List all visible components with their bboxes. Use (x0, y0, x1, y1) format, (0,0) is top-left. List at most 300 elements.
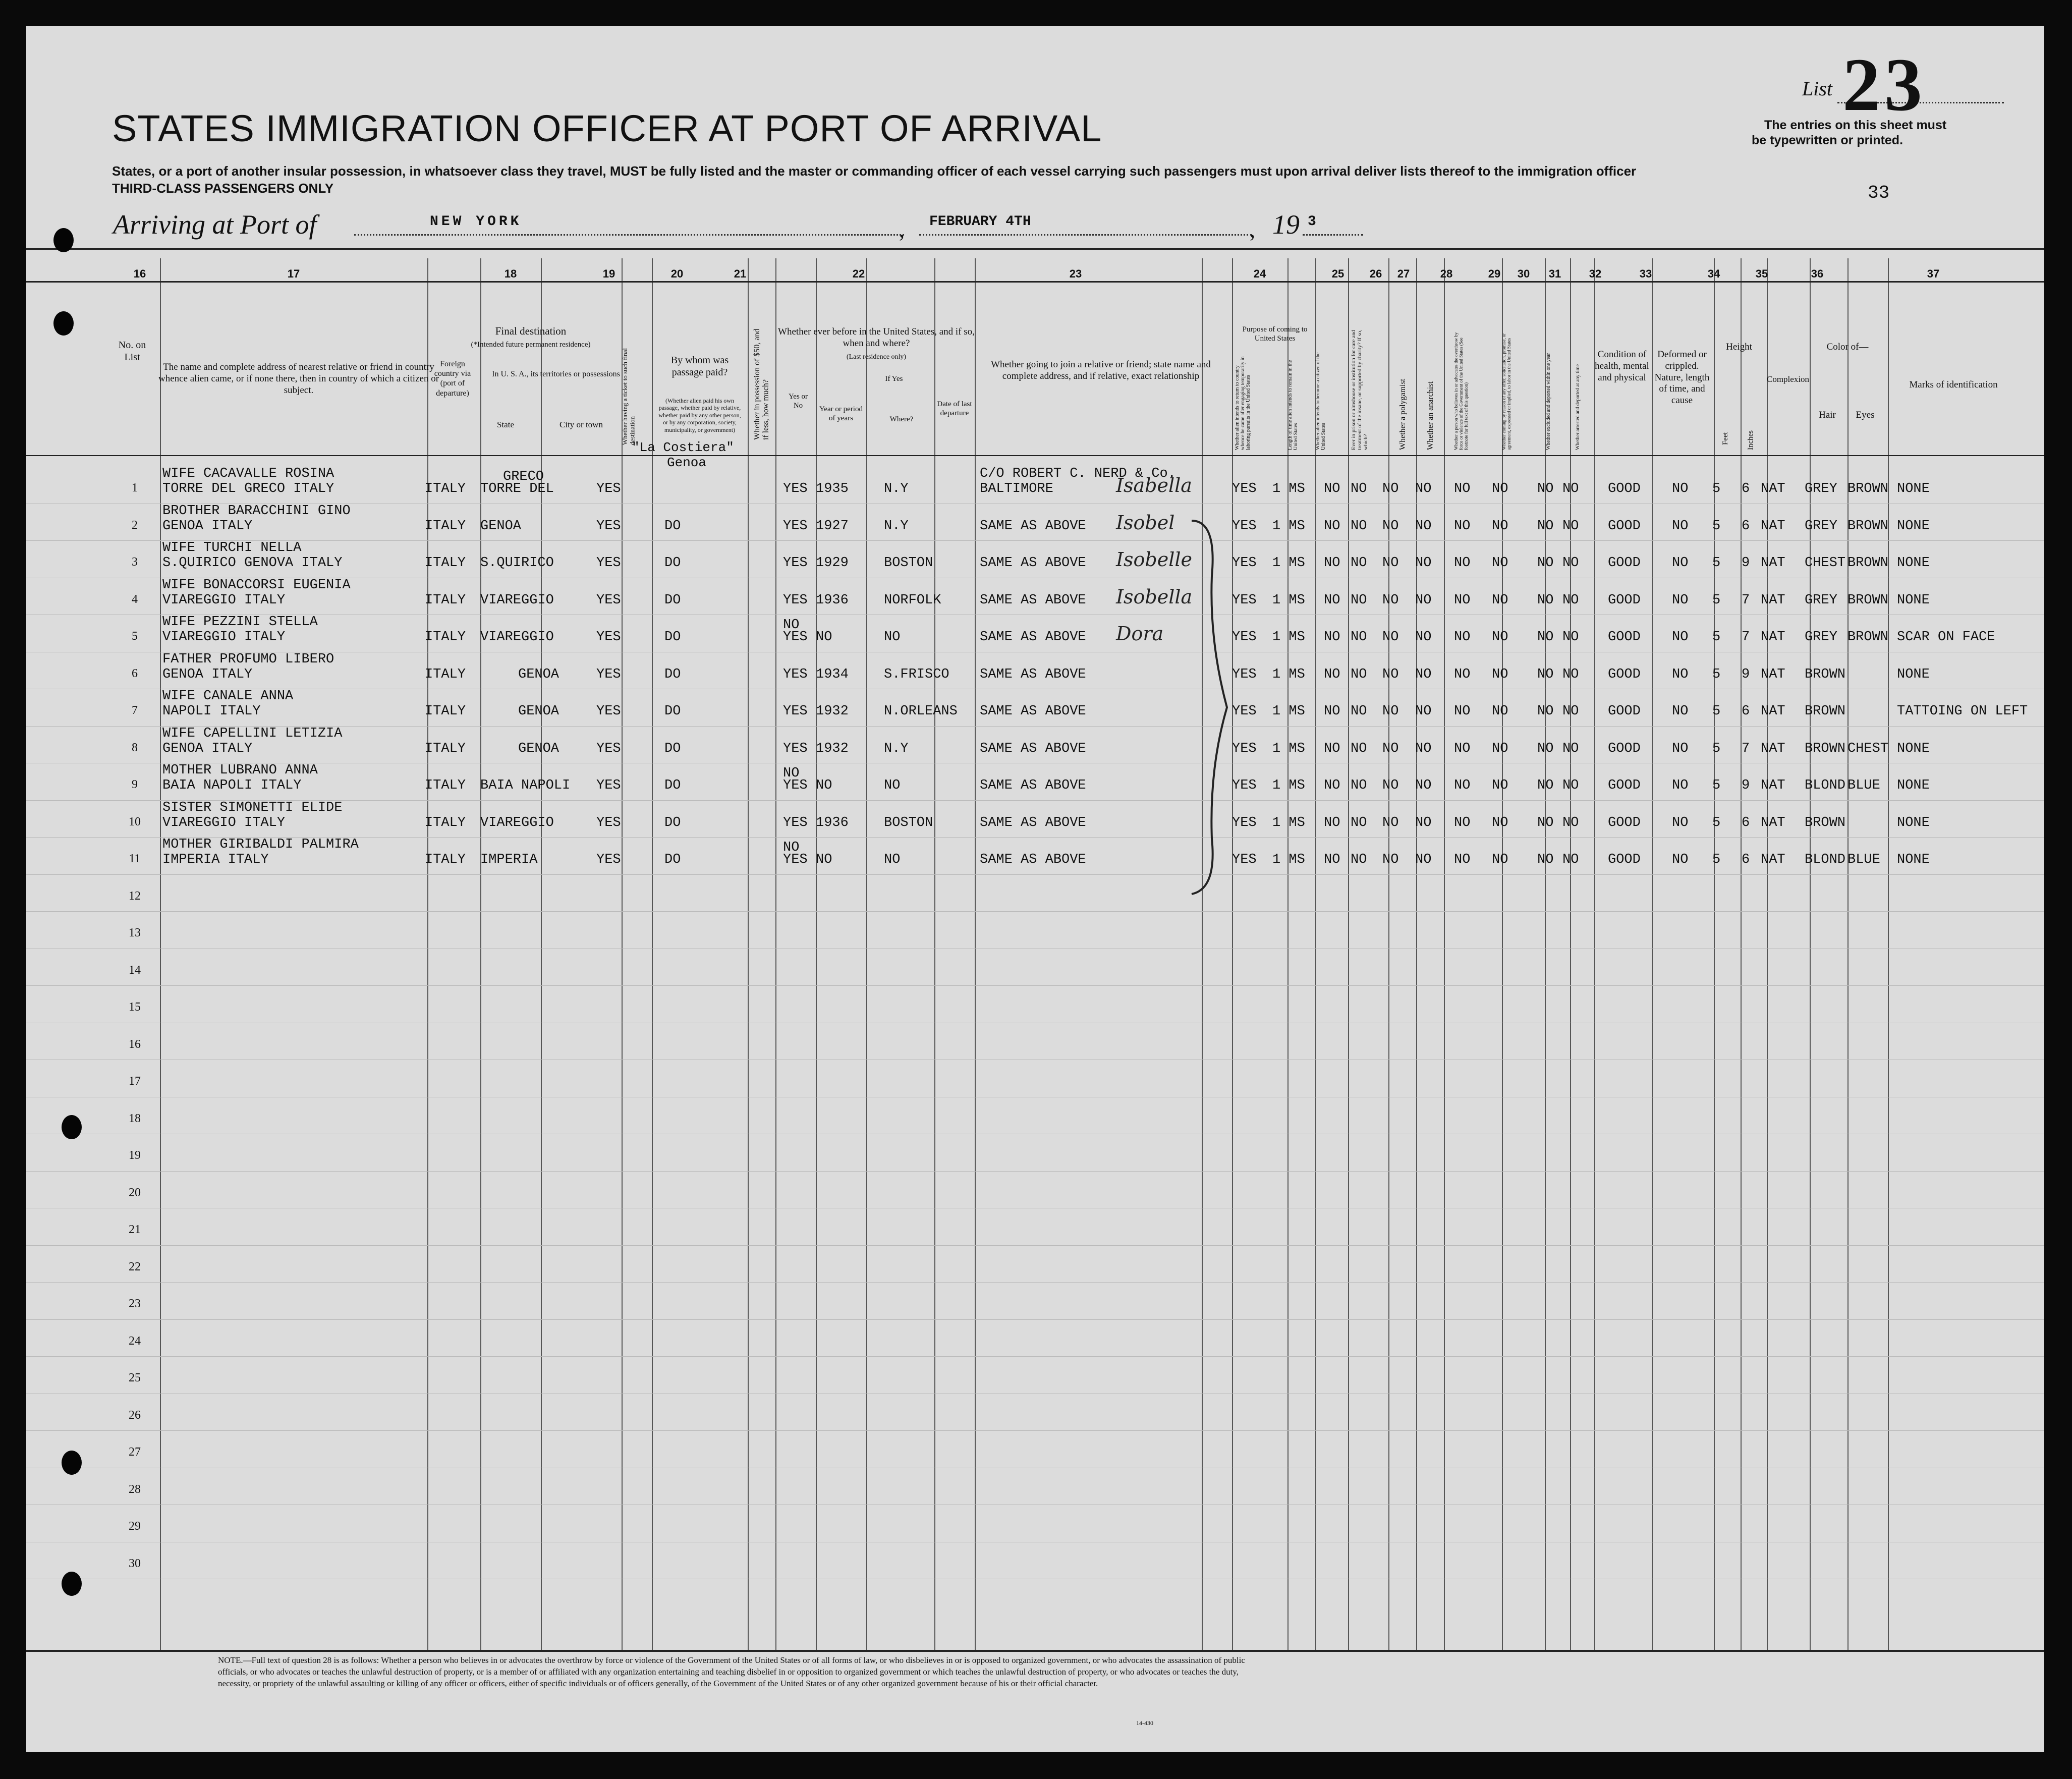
row-number: 13 (129, 926, 141, 939)
cell-yn: YES (783, 815, 808, 830)
row-number: 24 (129, 1334, 141, 1348)
cell-ticket: YES (596, 592, 621, 608)
cell-p-c: NO (1324, 852, 1340, 867)
row-number: 14 (129, 963, 141, 977)
row-number: 8 (132, 741, 138, 754)
cell-join2: SAME AS ABOVE (980, 518, 1086, 534)
cell-inch: 9 (1742, 778, 1750, 793)
cell-country: ITALY (425, 592, 466, 608)
cell-marks: NONE (1897, 592, 1930, 608)
cell-offer: NO (1492, 815, 1508, 830)
column-number: 16 (133, 267, 146, 280)
cell-arr: NO (1562, 555, 1579, 571)
cell-marks: NONE (1897, 741, 1930, 756)
column-separator (652, 258, 653, 1651)
cell-over: NO (1454, 518, 1471, 534)
column-separator (1570, 258, 1571, 1651)
column-separator (1767, 258, 1768, 1651)
cell-poly: NO (1382, 555, 1399, 571)
table-rule (26, 1650, 2044, 1652)
cell-country: ITALY (425, 630, 466, 645)
cell-hair: GREY (1805, 481, 1837, 496)
cell-excl: NO (1537, 592, 1554, 608)
cell-over: NO (1454, 481, 1471, 496)
column-separator (1202, 258, 1203, 1651)
cell-p-c: NO (1324, 555, 1340, 571)
cell-yn: YES (783, 481, 808, 496)
cell-p-a: YES (1232, 704, 1257, 719)
cell-eyes: BROWN (1847, 630, 1889, 645)
cell-p-b: 1 MS (1272, 741, 1305, 756)
column-separator (1502, 258, 1503, 1651)
cell-p-b: 1 MS (1272, 666, 1305, 682)
cell-yn: YES (783, 704, 808, 719)
cell-join2: BALTIMORE (980, 481, 1053, 496)
cell-rel2: VIAREGGIO ITALY (162, 592, 286, 608)
cell-marks: NONE (1897, 778, 1930, 793)
cell-arr: NO (1562, 592, 1579, 608)
cell-p-b: 1 MS (1272, 704, 1305, 719)
cell-state2: GRECO (503, 469, 544, 484)
column-separator (1888, 258, 1889, 1651)
cell-p-c: NO (1324, 630, 1340, 645)
cell-marks: NONE (1897, 518, 1930, 534)
handwritten-annotation: Isobelle (1116, 548, 1192, 571)
cell-rel1: WIFE CACAVALLE ROSINA (162, 466, 334, 481)
header-foreign-country: Foreign country via (port of departure) (434, 360, 471, 398)
cell-eyes: BROWN (1847, 592, 1889, 608)
cell-comp: NAT (1761, 518, 1785, 534)
column-separator (160, 258, 161, 1651)
cell-offer: NO (1492, 704, 1508, 719)
cell-offer: NO (1492, 741, 1508, 756)
cell-country: ITALY (425, 704, 466, 719)
cell-period: 1932 (816, 704, 849, 719)
date-value: FEBRUARY 4TH (929, 214, 1031, 230)
cell-yn-top: NO (783, 766, 800, 781)
cell-over: NO (1454, 592, 1471, 608)
cell-rel1: WIFE CAPELLINI LETIZIA (162, 726, 343, 741)
cell-anar: NO (1415, 778, 1432, 793)
cell-p-a: YES (1232, 778, 1257, 793)
cell-def: NO (1672, 852, 1689, 867)
cell-excl: NO (1537, 666, 1554, 682)
cell-marks: NONE (1897, 666, 1930, 682)
cell-excl: NO (1537, 815, 1554, 830)
punch-hole (62, 1572, 82, 1596)
cell-comp: NAT (1761, 630, 1785, 645)
cell-prison: NO (1351, 518, 1367, 534)
port-dotted-line (354, 234, 904, 236)
cell-country: ITALY (425, 741, 466, 756)
cell-p-c: NO (1324, 778, 1340, 793)
header-final-dest-note: (*Intended future permanent residence) (471, 341, 591, 349)
header-height: Height (1726, 342, 1752, 352)
cell-offer: NO (1492, 852, 1508, 867)
header-state: State (497, 420, 514, 429)
cell-state: VIAREGGIO (480, 592, 554, 608)
cell-rel2: GENOA ITALY (162, 518, 253, 534)
cell-state: VIAREGGIO (480, 815, 554, 830)
cell-ticket: YES (596, 630, 621, 645)
cell-yn-top: NO (783, 840, 800, 855)
handwritten-annotation: Dora (1116, 623, 1164, 645)
cell-marks: SCAR ON FACE (1897, 630, 1995, 645)
cell-hair: BROWN (1805, 666, 1846, 682)
cell-p-a: YES (1232, 518, 1257, 534)
cell-cond: GOOD (1608, 555, 1641, 571)
row-number: 5 (132, 630, 138, 643)
header-by-whom: By whom was passage paid? (670, 355, 729, 378)
cell-rel1: WIFE BONACCORSI EUGENIA (162, 577, 351, 593)
cell-p-a: YES (1232, 555, 1257, 571)
cell-cond: GOOD (1608, 741, 1641, 756)
column-number: 32 (1589, 267, 1602, 280)
column-separator (1714, 258, 1715, 1651)
cell-anar: NO (1415, 666, 1432, 682)
cell-def: NO (1672, 518, 1689, 534)
column-number: 21 (734, 267, 747, 280)
column-number: 18 (504, 267, 517, 280)
header-coming-offer: Whether coming by reason of any offer, solicitation, promise, or agreement, expressed or implied, to labor in the United States (1501, 333, 1511, 450)
row-rule (26, 1171, 2044, 1172)
cell-where: BOSTON (884, 815, 933, 830)
handwritten-annotation: Isabella (1116, 474, 1192, 496)
cell-prison: NO (1351, 741, 1367, 756)
cell-p-c: NO (1324, 815, 1340, 830)
year-dotted-line (1303, 234, 1363, 236)
cell-def: NO (1672, 815, 1689, 830)
cell-period: 1936 (816, 592, 849, 608)
cell-over: NO (1454, 815, 1471, 830)
row-number: 28 (129, 1482, 141, 1496)
cell-p-c: NO (1324, 518, 1340, 534)
cell-rel1: WIFE PEZZINI STELLA (162, 615, 318, 630)
column-separator (1348, 258, 1349, 1651)
cell-cond: GOOD (1608, 666, 1641, 682)
cell-cond: GOOD (1608, 481, 1641, 496)
cell-excl: NO (1537, 481, 1554, 496)
cell-anar: NO (1415, 592, 1432, 608)
cell-prison: NO (1351, 778, 1367, 793)
header-overthrow: Whether a person who believes in or advocates the overthrow by force or violence of the Government of the United States (See footnote for full text of this question) (1453, 332, 1469, 450)
cell-hair: BROWN (1805, 741, 1846, 756)
column-number: 36 (1811, 267, 1824, 280)
cell-rel1: SISTER SIMONETTI ELIDE (162, 800, 343, 815)
column-separator (1594, 258, 1595, 1651)
cell-cond: GOOD (1608, 592, 1641, 608)
cell-marks: TATTOING ON LEFT (1897, 704, 2028, 719)
cell-over: NO (1454, 555, 1471, 571)
cell-arr: NO (1562, 778, 1579, 793)
cell-period: 1934 (816, 666, 849, 682)
cell-join2: SAME AS ABOVE (980, 704, 1086, 719)
cell-paid-top1: "La Costiera" (632, 440, 734, 455)
header-complexion: Complexion (1767, 374, 1810, 384)
column-number: 19 (602, 267, 615, 280)
cell-eyes: BROWN (1847, 518, 1889, 534)
cell-paid: DO (664, 555, 681, 571)
cell-state: GENOA (480, 518, 522, 534)
cell-prison: NO (1351, 481, 1367, 496)
form-number: 14-430 (1136, 1719, 1153, 1727)
cell-city: GENOA (518, 741, 559, 756)
column-number: 30 (1517, 267, 1530, 280)
cell-eyes: BROWN (1847, 481, 1889, 496)
cell-eyes: BLUE (1847, 852, 1880, 867)
cell-excl: NO (1537, 778, 1554, 793)
cell-inch: 6 (1742, 852, 1750, 867)
cell-offer: NO (1492, 518, 1508, 534)
row-rule (26, 874, 2044, 875)
cell-where: NORFOLK (884, 592, 941, 608)
cell-comp: NAT (1761, 704, 1785, 719)
cell-marks: NONE (1897, 481, 1930, 496)
row-number: 20 (129, 1186, 141, 1199)
header-before-in-us: Whether ever before in the United States, and if so, when and where? (778, 326, 975, 349)
row-number: 19 (129, 1149, 141, 1162)
cell-rel2: VIAREGGIO ITALY (162, 815, 286, 830)
header-polygamist: Whether a polygamist (1398, 378, 1407, 450)
cell-paid: DO (664, 852, 681, 867)
cell-join2: SAME AS ABOVE (980, 741, 1086, 756)
cell-comp: NAT (1761, 852, 1785, 867)
cell-eyes: BLUE (1847, 778, 1880, 793)
column-separator (975, 258, 976, 1651)
cell-p-a: YES (1232, 630, 1257, 645)
cell-where: N.Y (884, 481, 909, 496)
cell-ticket: YES (596, 741, 621, 756)
column-separator (541, 258, 542, 1651)
header-in-usa: In U. S. A., its territories or possessions (492, 370, 620, 378)
cell-rel2: BAIA NAPOLI ITALY (162, 778, 302, 793)
row-rule (26, 985, 2044, 986)
cell-hair: BROWN (1805, 815, 1846, 830)
cell-hair: BLOND (1805, 852, 1846, 867)
cell-comp: NAT (1761, 741, 1785, 756)
column-number: 35 (1755, 267, 1768, 280)
cell-def: NO (1672, 592, 1689, 608)
header-purpose: Purpose of coming to United States (1242, 325, 1308, 343)
cell-p-c: NO (1324, 741, 1340, 756)
cell-hair: BLOND (1805, 778, 1846, 793)
header-possession-50: Whether in possession of $50, and if less, how much? (753, 328, 770, 440)
cell-marks: NONE (1897, 852, 1930, 867)
cell-period: NO (816, 630, 832, 645)
table-rule (26, 455, 2044, 456)
cell-feet: 5 (1712, 481, 1721, 496)
column-separator (1810, 258, 1811, 1651)
column-separator (866, 258, 867, 1651)
cell-comp: NAT (1761, 592, 1785, 608)
cell-feet: 5 (1712, 555, 1721, 571)
column-separator (1741, 258, 1742, 1651)
cell-where: N.ORLEANS (884, 704, 958, 719)
cell-cond: GOOD (1608, 852, 1641, 867)
row-number: 12 (129, 889, 141, 903)
cell-anar: NO (1415, 630, 1432, 645)
cell-rel2: S.QUIRICO GENOVA ITALY (162, 555, 343, 571)
cell-feet: 5 (1712, 778, 1721, 793)
column-number: 20 (670, 267, 684, 280)
cell-def: NO (1672, 704, 1689, 719)
cell-country: ITALY (425, 852, 466, 867)
cell-feet: 5 (1712, 518, 1721, 534)
cell-over: NO (1454, 852, 1471, 867)
header-marks: Marks of identification (1909, 379, 1998, 390)
header-excluded: Whether excluded and deported within one year (1546, 353, 1551, 450)
cell-rel2: NAPOLI ITALY (162, 704, 261, 719)
cell-poly: NO (1382, 592, 1399, 608)
row-number: 25 (129, 1371, 141, 1384)
column-number: 33 (1639, 267, 1652, 280)
cell-join2: SAME AS ABOVE (980, 778, 1086, 793)
cell-rel1: FATHER PROFUMO LIBERO (162, 651, 334, 667)
header-deformed: Deformed or crippled. Nature, length of time, and cause (1654, 349, 1710, 406)
cell-offer: NO (1492, 481, 1508, 496)
row-number: 17 (129, 1075, 141, 1088)
punch-hole (53, 311, 74, 336)
year-suffix: 3 (1308, 214, 1316, 230)
cell-anar: NO (1415, 852, 1432, 867)
cell-arr: NO (1562, 815, 1579, 830)
row-rule (26, 911, 2044, 912)
row-number: 30 (129, 1556, 141, 1570)
row-number: 21 (129, 1223, 141, 1236)
cell-period: 1927 (816, 518, 849, 534)
header-purpose-c: Whether alien intends to become a citizen of the United States (1315, 352, 1326, 450)
column-separator (1232, 258, 1233, 1651)
cell-feet: 5 (1712, 741, 1721, 756)
column-number: 34 (1707, 267, 1720, 280)
cell-comp: NAT (1761, 555, 1785, 571)
cell-inch: 6 (1742, 815, 1750, 830)
cell-p-c: NO (1324, 666, 1340, 682)
cell-inch: 6 (1742, 518, 1750, 534)
row-rule (26, 1245, 2044, 1246)
header-city: City or town (559, 420, 603, 429)
cell-feet: 5 (1712, 666, 1721, 682)
cell-cond: GOOD (1608, 518, 1641, 534)
cell-join2: SAME AS ABOVE (980, 852, 1086, 867)
header-color-of: Color of— (1826, 342, 1869, 352)
cell-yn: YES (783, 741, 808, 756)
cell-p-c: NO (1324, 481, 1340, 496)
cell-city: GENOA (518, 704, 559, 719)
cell-arr: NO (1562, 741, 1579, 756)
row-number: 18 (129, 1111, 141, 1125)
table-rule (26, 281, 2044, 283)
cell-where: N.Y (884, 741, 909, 756)
cell-join2: SAME AS ABOVE (980, 555, 1086, 571)
cell-excl: NO (1537, 518, 1554, 534)
cell-arr: NO (1562, 481, 1579, 496)
cell-arr: NO (1562, 518, 1579, 534)
cell-ticket: YES (596, 518, 621, 534)
header-purpose-a: Whether alien intends to return to country whence he came after engaging temporarily in laboring pursuits in the United States (1235, 356, 1251, 450)
cell-offer: NO (1492, 666, 1508, 682)
cell-rel2: GENOA ITALY (162, 666, 253, 682)
row-number: 26 (129, 1408, 141, 1422)
cell-prison: NO (1351, 592, 1367, 608)
column-number: 22 (852, 267, 865, 280)
header-purpose-b: Length of time alien intends to remain in the United States (1287, 360, 1299, 450)
row-number: 27 (129, 1446, 141, 1459)
column-separator (1545, 258, 1546, 1651)
cell-arr: NO (1562, 630, 1579, 645)
cell-country: ITALY (425, 518, 466, 534)
cell-poly: NO (1382, 852, 1399, 867)
column-number: 31 (1548, 267, 1561, 280)
cell-inch: 6 (1742, 481, 1750, 496)
cell-where: BOSTON (884, 555, 933, 571)
year-prefix: 19 (1272, 209, 1300, 240)
punch-hole (62, 1115, 82, 1139)
punch-hole (62, 1451, 82, 1475)
cell-paid: DO (664, 704, 681, 719)
cell-country: ITALY (425, 481, 466, 496)
cell-prison: NO (1351, 815, 1367, 830)
row-number: 22 (129, 1260, 141, 1273)
cell-comp: NAT (1761, 815, 1785, 830)
cell-rel2: IMPERIA ITALY (162, 852, 269, 867)
column-separator (1416, 258, 1417, 1651)
cell-prison: NO (1351, 704, 1367, 719)
sheet-count: 33 (1868, 183, 1890, 203)
row-number: 7 (132, 704, 138, 717)
cell-rel1: BROTHER BARACCHINI GINO (162, 503, 351, 519)
cell-hair: BROWN (1805, 704, 1846, 719)
cell-rel1: WIFE CANALE ANNA (162, 689, 294, 704)
cell-offer: NO (1492, 555, 1508, 571)
cell-rel1: MOTHER GIRIBALDI PALMIRA (162, 837, 359, 852)
cell-state: S.QUIRICO (480, 555, 554, 571)
column-number: 29 (1488, 267, 1501, 280)
cell-paid: DO (664, 518, 681, 534)
header-by-whom-note: (Whether alien paid his own passage, whether paid by relative, whether paid by any other person, or by any corporation, society, municipality, or government) (658, 397, 741, 433)
row-number: 2 (132, 518, 138, 532)
cell-p-c: NO (1324, 704, 1340, 719)
cell-period: NO (816, 778, 832, 793)
cell-p-a: YES (1232, 741, 1257, 756)
cell-ticket: YES (596, 815, 621, 830)
column-number: 25 (1331, 267, 1345, 280)
cell-country: ITALY (425, 666, 466, 682)
cell-yn: YES (783, 555, 808, 571)
column-number: 27 (1397, 267, 1410, 280)
header-eyes: Eyes (1856, 410, 1875, 420)
header-where: Where? (889, 415, 914, 423)
row-number: 16 (129, 1037, 141, 1051)
list-note-2: be typewritten or printed. (1752, 133, 1903, 147)
row-number: 29 (129, 1520, 141, 1533)
handwritten-annotation: Isobella (1116, 585, 1193, 608)
handwritten-annotation: Isobel (1116, 511, 1175, 534)
cell-paid: DO (664, 778, 681, 793)
class-label: THIRD-CLASS PASSENGERS ONLY (112, 181, 334, 196)
cell-ticket: YES (596, 704, 621, 719)
row-rule (26, 1319, 2044, 1320)
cell-rel2: GENOA ITALY (162, 741, 253, 756)
cell-poly: NO (1382, 815, 1399, 830)
cell-rel2: VIAREGGIO ITALY (162, 630, 286, 645)
column-separator (1444, 258, 1445, 1651)
cell-feet: 5 (1712, 592, 1721, 608)
header-inches: Inches (1747, 430, 1755, 450)
cell-excl: NO (1537, 630, 1554, 645)
cell-p-a: YES (1232, 592, 1257, 608)
cell-p-b: 1 MS (1272, 778, 1305, 793)
